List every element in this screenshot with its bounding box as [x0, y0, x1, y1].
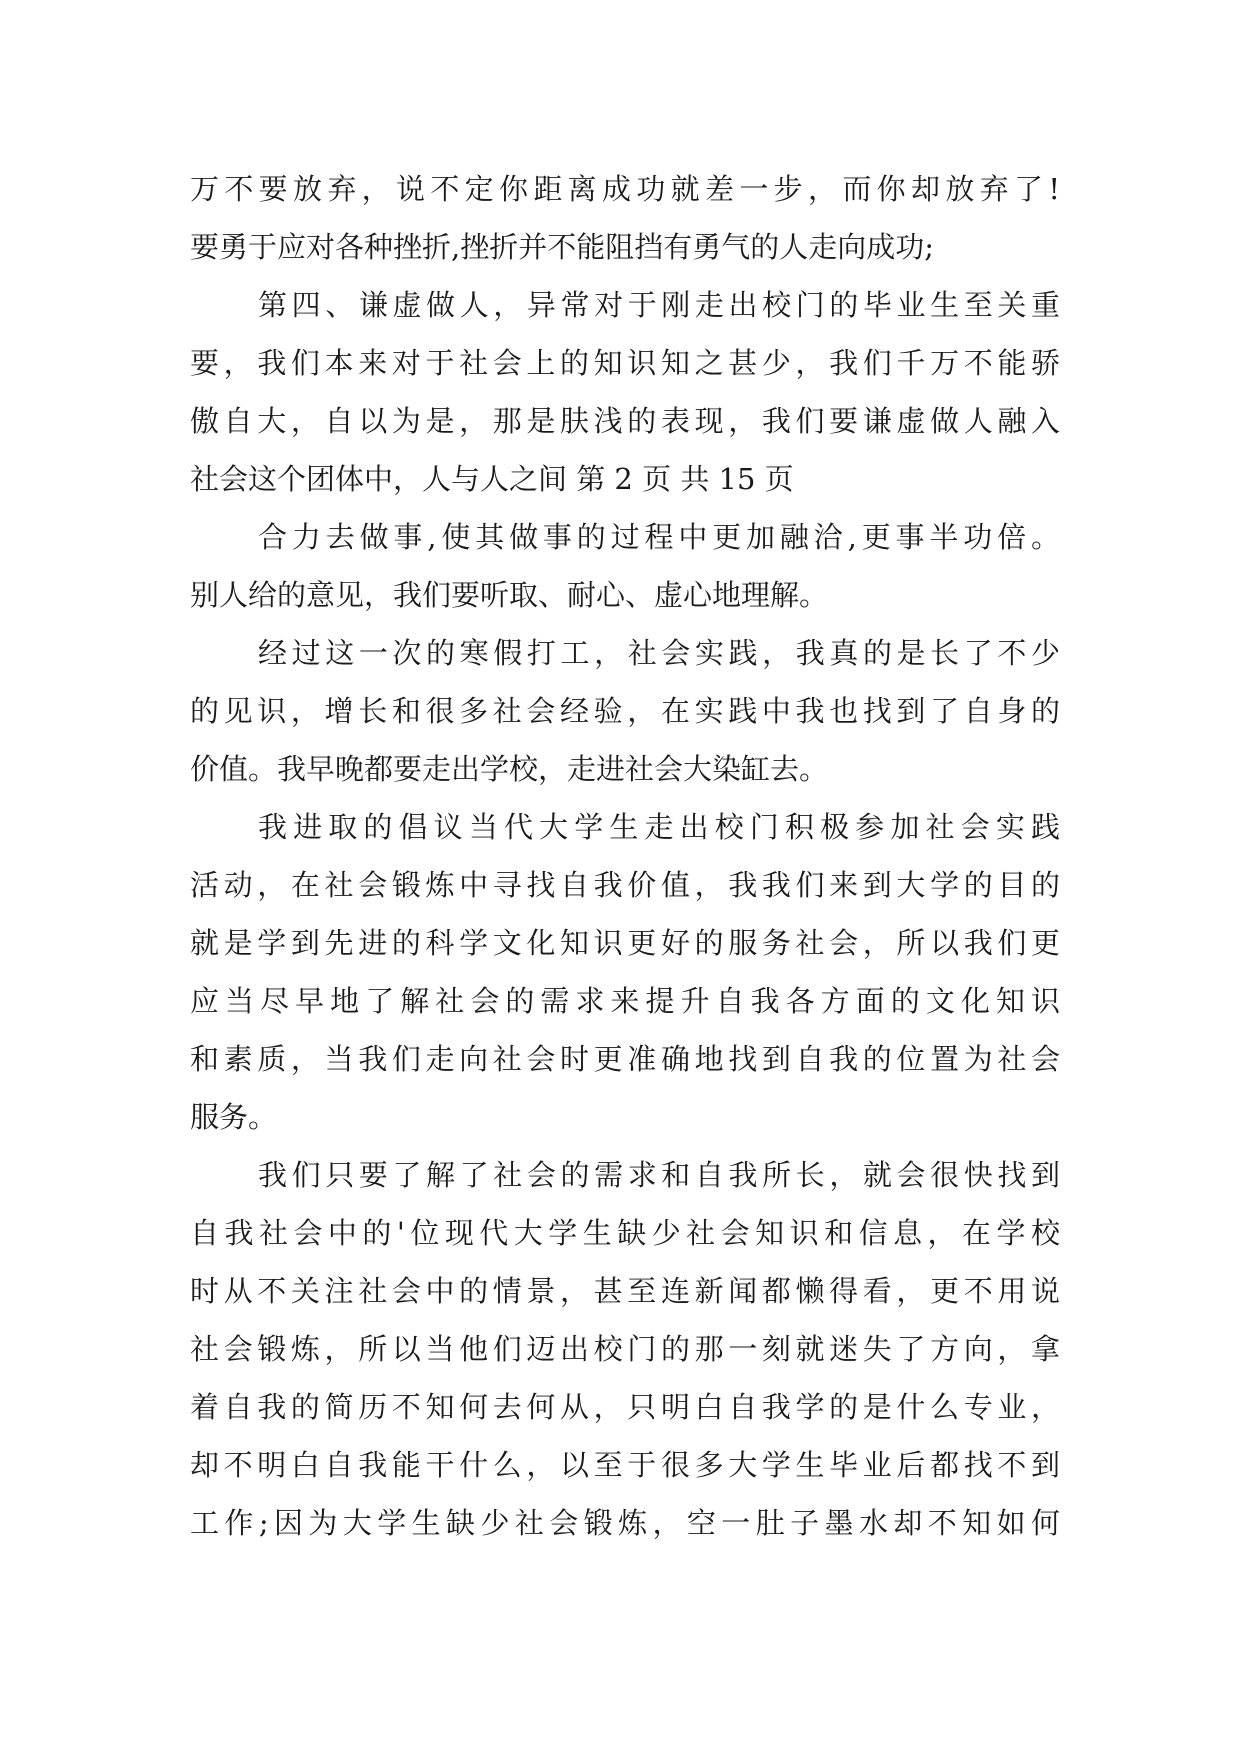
text-line: 就是学到先进的科学文化知识更好的服务社会，所以我们更	[190, 926, 1060, 960]
text-line: 别人给的意见，我们要听取、耐心、虚心地理解。	[190, 578, 829, 612]
text-line: 社会锻炼，所以当他们迈出校门的那一刻就迷失了方向，拿	[190, 1332, 1060, 1366]
text-line: 要勇于应对各种挫折,挫折并不能阻挡有勇气的人走向成功;	[190, 230, 934, 264]
text-line: 我进取的倡议当代大学生走出校门积极参加社会实践	[258, 810, 1060, 844]
text-line: 活动，在社会锻炼中寻找自我价值，我我们来到大学的目的	[190, 868, 1060, 902]
text-line: 的见识，增长和很多社会经验，在实践中我也找到了自身的	[190, 694, 1060, 728]
text-line: 服务。	[190, 1100, 278, 1134]
text-line: 社会这个团体中，人与人之间 第 2 页 共 15 页	[190, 462, 794, 496]
text-line: 和素质，当我们走向社会时更准确地找到自我的位置为社会	[190, 1042, 1060, 1076]
text-line: 着自我的简历不知何去何从，只明白自我学的是什么专业，	[190, 1390, 1060, 1424]
text-line: 傲自大，自以为是，那是肤浅的表现，我们要谦虚做人融入	[190, 404, 1060, 438]
body-text	[190, 160, 1060, 1552]
text-line: 经过这一次的寒假打工，社会实践，我真的是长了不少	[258, 636, 1060, 670]
text-line: 万不要放弃，说不定你距离成功就差一步，而你却放弃了!	[190, 172, 1060, 206]
text-line: 第四、谦虚做人，异常对于刚走出校门的毕业生至关重	[258, 288, 1060, 322]
text-line: 合力去做事,使其做事的过程中更加融洽,更事半功倍。	[258, 520, 1060, 554]
text-line: 价值。我早晚都要走出学校，走进社会大染缸去。	[190, 752, 829, 786]
text-line: 时从不关注社会中的情景，甚至连新闻都懒得看，更不用说	[190, 1274, 1060, 1308]
text-line: 应当尽早地了解社会的需求来提升自我各方面的文化知识	[190, 984, 1060, 1018]
text-line: 工作;因为大学生缺少社会锻炼，空一肚子墨水却不知如何	[190, 1506, 1060, 1540]
text-line: 自我社会中的'位现代大学生缺少社会知识和信息，在学校	[190, 1216, 1060, 1250]
text-line: 却不明白自我能干什么，以至于很多大学生毕业后都找不到	[190, 1448, 1060, 1482]
text-line: 我们只要了解了社会的需求和自我所长，就会很快找到	[258, 1158, 1060, 1192]
text-line: 要，我们本来对于社会上的知识知之甚少，我们千万不能骄	[190, 346, 1060, 380]
